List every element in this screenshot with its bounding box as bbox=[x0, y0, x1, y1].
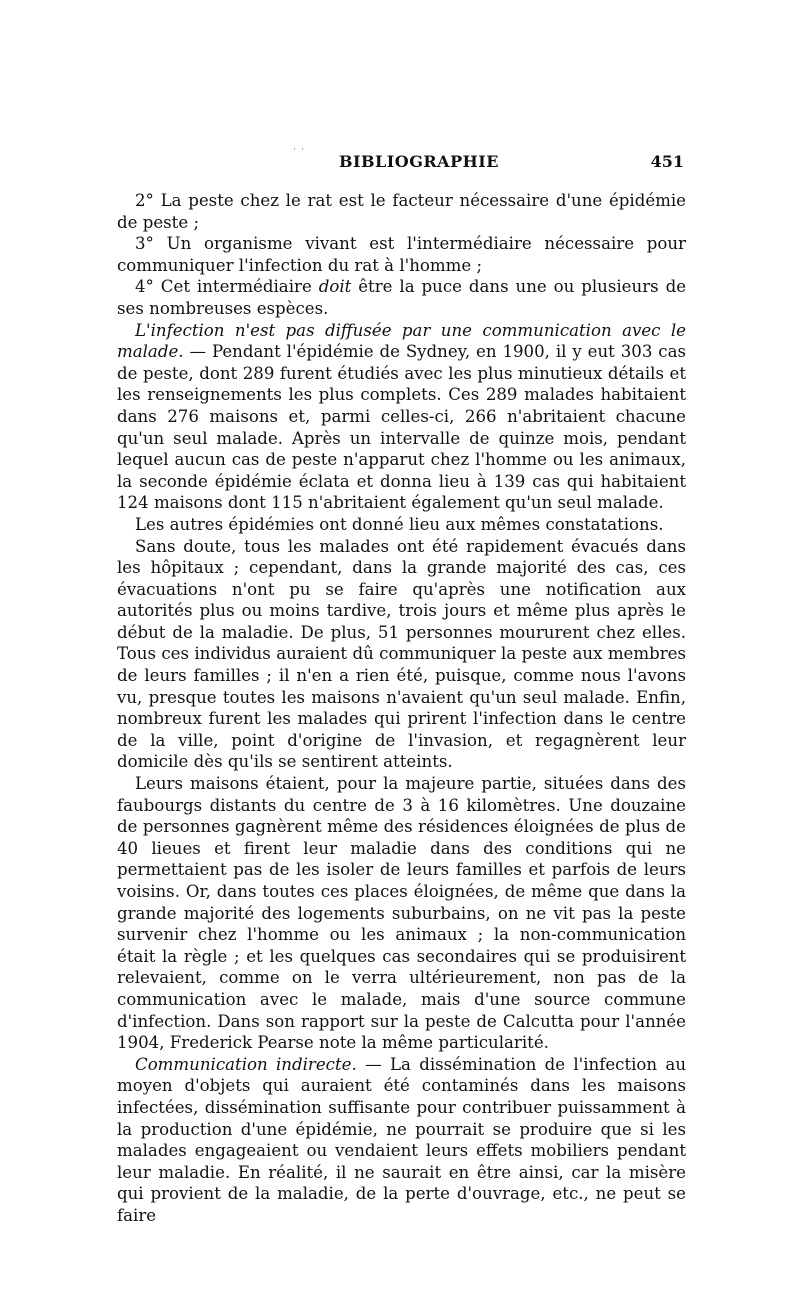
list-text: La peste chez le rat est le facteur nécessaire d'une épidémie de peste ; bbox=[117, 191, 686, 232]
list-item-2 bbox=[117, 190, 686, 233]
book-page bbox=[117, 148, 687, 1227]
running-title: BIBLIOGRAPHIE bbox=[339, 152, 499, 171]
section-heading-indirect: Communication indirecte. bbox=[135, 1054, 357, 1074]
list-emphasis: doit bbox=[318, 277, 352, 297]
paragraph-text: — La dissémination de l'infection au moyen d'objets qui auraient été contaminés dans les maisons infectées, dissémination suffisante pour contribuer puissamment à la production d'une épidémie, ne pourrait se produire que si les malades engageaient ou vendaient leurs effets mobiliers pendant leur maladie. En réalité, il ne saurait en être ainsi, car la misère qui provient de la maladie, de la perte d'ouvrage, etc., ne peut se faire bbox=[117, 1054, 687, 1225]
paragraph: Les autres épidémies ont donné lieu aux mêmes constatations. bbox=[135, 514, 664, 534]
page-body bbox=[117, 190, 686, 1227]
list-item-3 bbox=[117, 233, 686, 276]
paragraph: Leurs maisons étaient, pour la majeure partie, situées dans des faubourgs distants du centre de 3 à 16 kilomètres. Une douzaine de personnes gagnèrent même des résidences éloignées de plus de 40 lieues et firent leur maladie dans des conditions qui ne permettaient pas de les isoler de leurs familles et parfois de leurs voisins. Or, dans toutes ces places éloignées, de même que dans la grande majorité des logements suburbains, on ne vit pas la peste survenir chez l'homme ou les animaux ; la non-communication était la règle ; et les quelques cas secondaires qui se produisirent relevaient, comme on le verra ultérieurement, non pas de la communication avec le malade, mais d'une source commune d'infection. Dans son rapport sur la peste de Calcutta pour l'année 1904, Frederick Pearse note la même particularité. bbox=[117, 774, 686, 1053]
page-header bbox=[117, 148, 686, 180]
list-item-4 bbox=[117, 276, 686, 319]
list-text-after: être la puce dans une ou plusieurs de ses nombreuses espèces. bbox=[117, 277, 687, 318]
list-number: 3° bbox=[135, 234, 154, 254]
list-number: 2° bbox=[135, 191, 154, 210]
paragraph: Sans doute, tous les malades ont été rapidement évacués dans les hôpitaux ; cependant, dans la grande majorité des cas, ces évacuations n'ont pu se faire qu'après une notification aux autorités plus ou moins tardive, trois jours et même plus après le début de la maladie. De plus, 51 personnes moururent chez elles. Tous ces individus auraient dû communiquer la peste aux membres de leurs familles ; il n'en a rien été, puisque, comme nous l'avons vu, presque toutes les maisons n'avaient qu'un seul malade. Enfin, nombreux furent les malades qui prirent l'infection dans le centre de la ville, point d'origine de l'invasion, et regagnèrent leur domicile dès qu'ils se sentirent atteints. bbox=[117, 536, 686, 772]
list-text-before: Cet intermédiaire bbox=[160, 277, 312, 297]
list-number: 4° bbox=[135, 277, 154, 297]
list-text: Un organisme vivant est l'intermédiaire nécessaire pour communiquer l'infection du rat à l'homme ; bbox=[117, 234, 686, 275]
header-marks: ˙ ˙ bbox=[292, 148, 306, 159]
page-number: 451 bbox=[650, 152, 684, 171]
paragraph-infection-heading bbox=[117, 320, 686, 514]
section-heading-infection: L'infection n'est pas diffusée par une communication avec le malade. bbox=[117, 320, 686, 362]
paragraph-indirect bbox=[117, 1054, 686, 1227]
paragraph-text: — Pendant l'épidémie de Sydney, en 1900, il y eut 303 cas de peste, dont 289 furent étudiés avec les plus minutieux détails et les renseignements les plus complets. Ces 289 malades habitaient dans 276 maisons et, parmi celles-ci, 266 n'abritaient chacune qu'un seul malade. Après un intervalle de quinze mois, pendant lequel aucun cas de peste n'apparut chez l'homme ou les animaux, la seconde épidémie éclata et donna lieu à 139 cas qui habitaient 124 maisons dont 115 n'abritaient également qu'un seul malade. bbox=[117, 342, 686, 513]
